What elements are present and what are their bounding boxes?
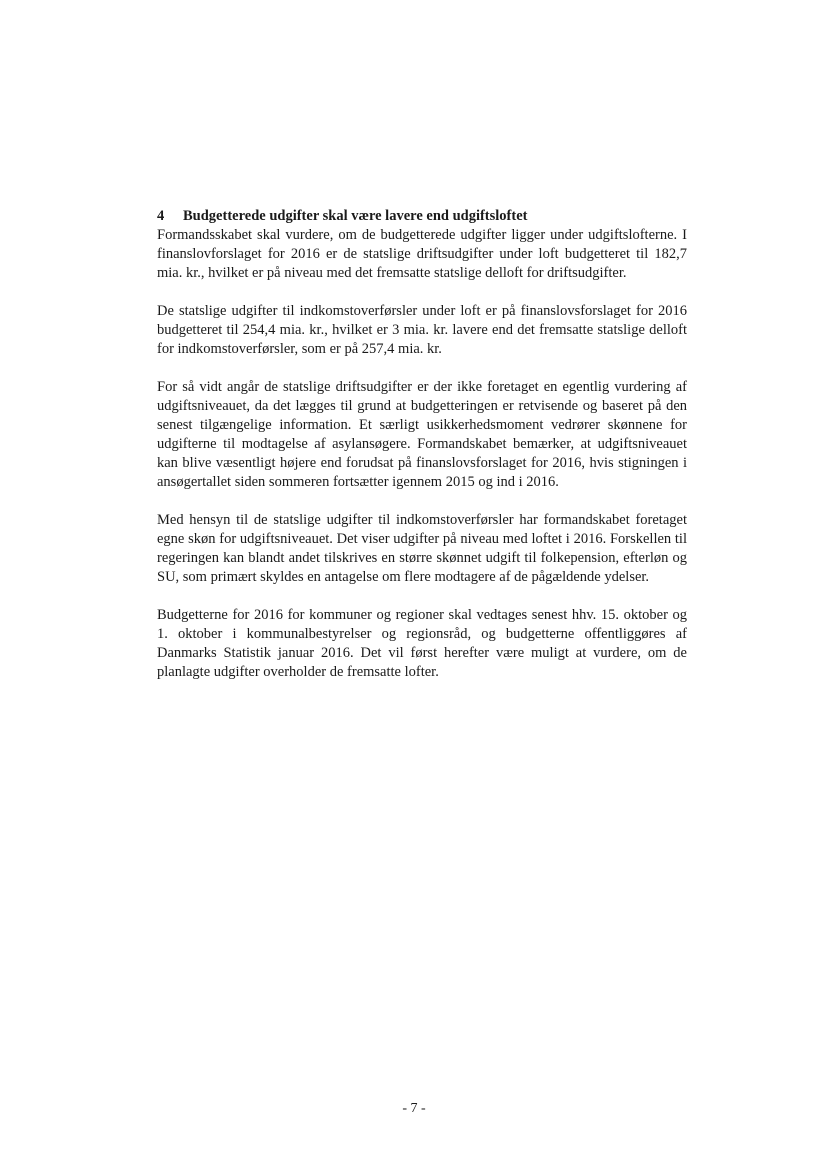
page-content [157,206,687,701]
section-number: 4 [157,208,165,224]
page-number: - 7 - [402,1101,426,1116]
section-title: Budgetterede udgifter skal være lavere end udgiftsloftet [183,208,528,224]
paragraph-4: Med hensyn til de statslige udgifter til indkomstoverførsler har formandskabet foretaget egne skøn for udgiftsniveauet. Det viser udgifter på niveau med loftet i 2016. Forskellen til regeringen kan blandt andet tilskrives en større skønnet udgift til folkepension, efterløn og SU, som primært skyldes en antagelse om flere modtagere af de pågældende ydelser. [157,512,687,585]
paragraph-2: De statslige udgifter til indkomstoverførsler under loft er på finanslovsforslaget for 2016 budgetteret til 254,4 mia. kr., hvilket er 3 mia. kr. lavere end det fremsatte statslige delloft for indkomstoverførsler, som er på 257,4 mia. kr. [157,303,687,357]
paragraph-5: Budgetterne for 2016 for kommuner og regioner skal vedtages senest hhv. 15. oktober og 1. oktober i kommunalbestyrelser og regionsråd, og budgetterne offentliggøres af Danmarks Statistik januar 2016. Det vil først herefter være muligt at vurdere, om de planlagte udgifter overholder de fremsatte lofter. [157,607,687,680]
paragraph-3: For så vidt angår de statslige driftsudgifter er der ikke foretaget en egentlig vurdering af udgiftsniveauet, da det lægges til grund at budgetteringen er retvisende og baseret på den senest tilgængelige information. Et særligt usikkerhedsmoment vedrører skønnene for udgifterne til modtagelse af asylansøgere. Formandskabet bemærker, at udgiftsniveauet kan blive væsentligt højere end forudsat på finanslovsforslaget for 2016, hvis stigningen i ansøgertallet siden sommeren fortsætter igennem 2015 og ind i 2016. [157,379,687,490]
section-heading [157,206,687,226]
paragraph-1: Formandsskabet skal vurdere, om de budgetterede udgifter ligger under udgiftslofterne. I finanslovforslaget for 2016 er de statslige driftsudgifter under loft budgetteret til 182,7 mia. kr., hvilket er på niveau med det fremsatte statslige delloft for driftsudgifter. [157,227,687,281]
